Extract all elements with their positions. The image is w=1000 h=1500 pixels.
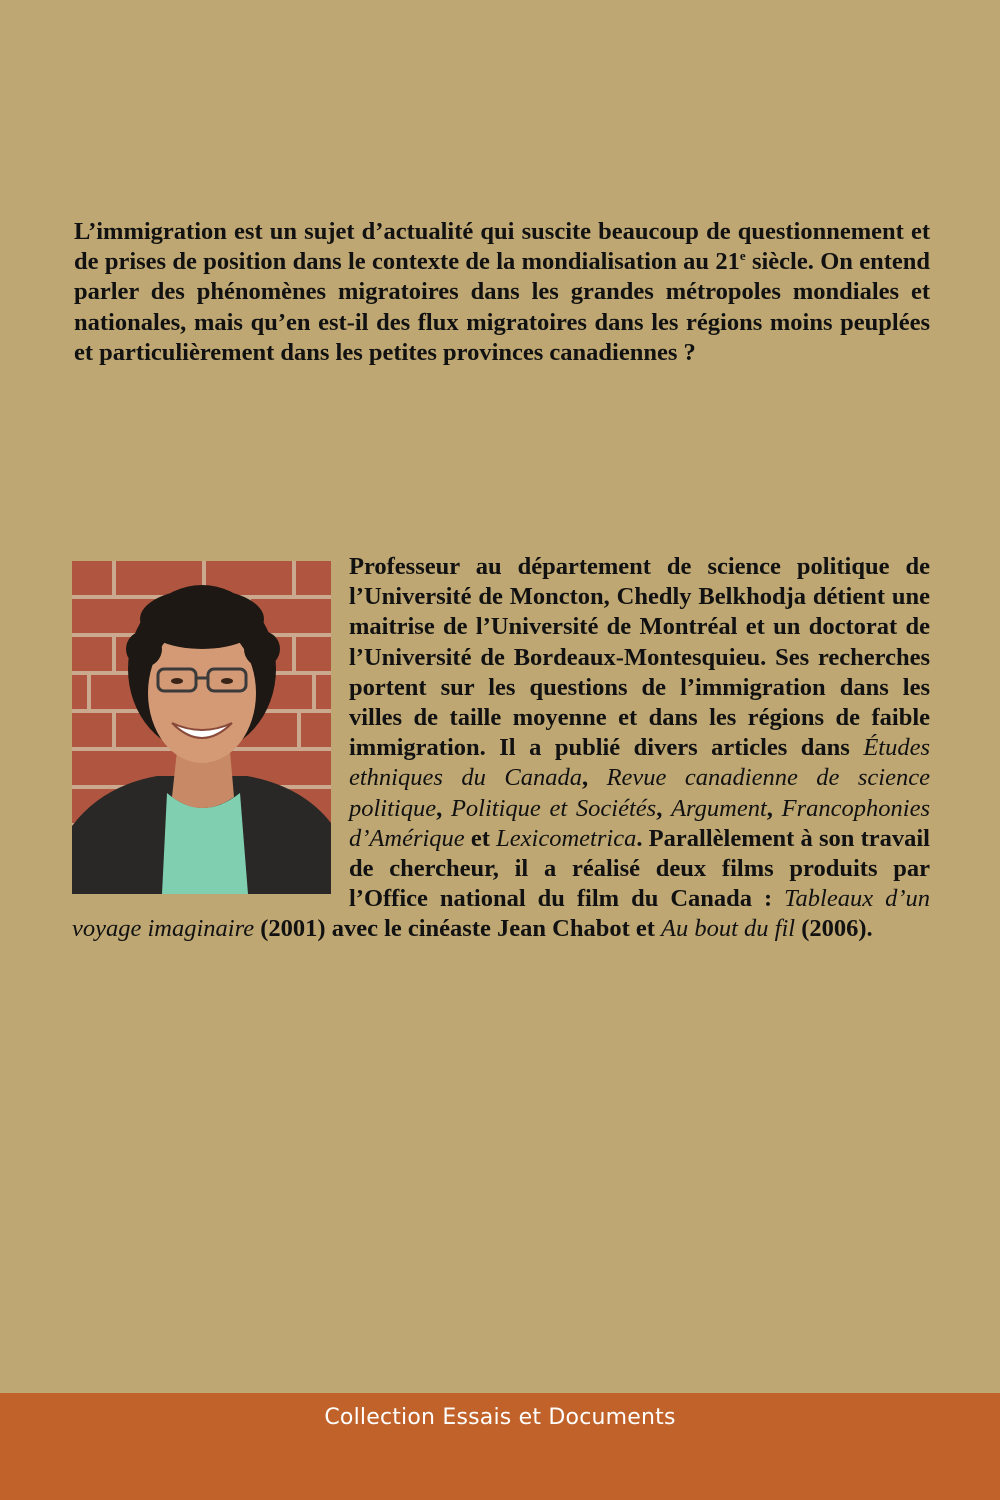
film-title: Au bout du fil bbox=[661, 915, 796, 943]
film-title: Tableaux d’un voyage imaginaire bbox=[72, 885, 930, 943]
author-portrait-icon bbox=[72, 561, 331, 894]
journal-title: Revue canadienne de science politique bbox=[349, 764, 930, 822]
journal-title: Études ethniques du Canada bbox=[349, 734, 930, 792]
bio-part-3: (2001) avec le cinéaste Jean Chabot et bbox=[254, 915, 662, 943]
intro-text-end: siècle. On entend parler des phénomènes migratoires dans les grandes métropoles mondiales et nationales, mais qu’en est-il des flux migratoires dans les régions moins peuplées et particulièrement dans les petites provinces canadiennes ? bbox=[74, 248, 930, 366]
author-section bbox=[72, 552, 930, 945]
journal-title: Lexicometrica bbox=[496, 824, 637, 852]
bio-part-2: . Parallèlement à son travail de chercheur, il a réalisé deux films produits par l’Office national du film du Canada : bbox=[349, 824, 930, 913]
bio-part-4: (2006). bbox=[795, 915, 873, 943]
bio-separator: , bbox=[656, 794, 672, 822]
journal-title: Francophonies d’Amérique bbox=[349, 794, 930, 852]
bio-part-1: Professeur au département de science politique de l’Université de Moncton, Chedly Belkhodja détient une maitrise de l’Université de Montréal et un doctorat de l’Université de Bordeaux-Montesquieu. Ses recherches portent sur les questions de l’immigration dans les villes de taille moyenne et dans les régions de faible immigration. Il a publié divers articles dans bbox=[349, 553, 930, 762]
intro-text-start: L’immigration est un sujet d’actualité qui suscite beaucoup de questionnement et de prises de position dans le contexte de la mondialisation au 21 bbox=[74, 218, 930, 276]
bio-separator: et bbox=[464, 824, 497, 852]
journal-title: Argument bbox=[671, 794, 767, 822]
century-superscript: e bbox=[739, 248, 746, 264]
journal-title: Politique et Sociétés bbox=[450, 794, 657, 822]
collection-name: Collection Essais et Documents bbox=[324, 1405, 676, 1430]
author-photo bbox=[72, 561, 331, 894]
bio-separator: , bbox=[766, 794, 782, 822]
bio-separator: , bbox=[436, 794, 451, 822]
intro-paragraph bbox=[74, 217, 930, 368]
bio-separator: , bbox=[581, 764, 607, 792]
